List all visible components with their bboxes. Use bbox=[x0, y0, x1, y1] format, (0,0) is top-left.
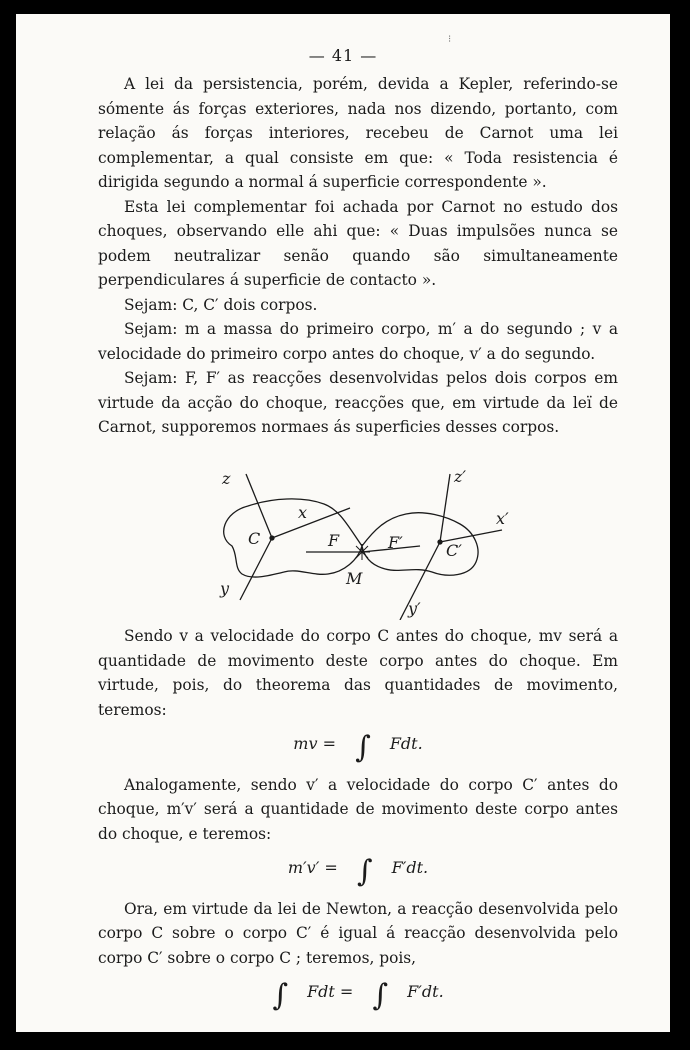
integral-sign: ∫ bbox=[356, 854, 373, 889]
eq2-right: F′dt. bbox=[391, 858, 429, 877]
eq2-left: m′v′ = bbox=[287, 858, 338, 877]
label-x-right: x′ bbox=[496, 509, 509, 528]
label-c-right: C′ bbox=[446, 541, 462, 560]
label-x-left: x bbox=[298, 503, 308, 522]
paragraph-newton: Ora, em virtude da lei de Newton, a reacção desenvolvida pelo corpo C sobre o corpo C′ é igual á reacção desenvolvida pelo corpo C′ sobre o corpo C ; teremos, pois, bbox=[98, 899, 618, 967]
paragraph-persistencia: A lei da persistencia, porém, devida a Kepler, referindo-se sómente ás forças exteriores, nada nos dizendo, portanto, com relação ás forças interiores, recebeu de Carnot uma lei complementar, a qual consiste em que: « Toda resistencia é dirigida segundo a normal á superficie correspondente ». bbox=[98, 75, 618, 191]
contact-point-marker bbox=[354, 544, 370, 560]
label-z-right: z′ bbox=[454, 467, 467, 486]
margin-mark: ⁝ bbox=[448, 34, 452, 45]
text-block-top bbox=[98, 72, 618, 440]
label-y-right: y′ bbox=[408, 599, 421, 618]
axis-z-right bbox=[440, 474, 450, 542]
origin-c bbox=[270, 536, 274, 540]
paragraph-bodies: Sejam: C, C′ dois corpos. bbox=[124, 295, 318, 314]
origin-c-prime bbox=[438, 540, 442, 544]
equation-1 bbox=[98, 730, 618, 765]
text-block-bottom bbox=[98, 624, 618, 1021]
paragraph-carnot-law: Esta lei complementar foi achada por Carnot no estudo dos choques, observando elle ahi que: « Duas impulsões nunca se podem neutralizar senão quando são simultaneamente perpendiculares á superficie de contacto ». bbox=[98, 197, 618, 289]
integral-sign: ∫ bbox=[372, 978, 389, 1013]
label-y-left: y bbox=[220, 579, 230, 598]
collision-diagram bbox=[202, 450, 522, 620]
eq3-left: Fdt = bbox=[307, 982, 354, 1001]
label-z-left: z bbox=[222, 469, 231, 488]
equation-2 bbox=[98, 854, 618, 889]
label-c-left: C bbox=[248, 529, 261, 548]
label-f-left: F bbox=[328, 531, 340, 550]
page-number: — 41 — bbox=[308, 46, 378, 65]
paragraph-masses: Sejam: m a massa do primeiro corpo, m′ a do segundo ; v a velocidade do primeiro corpo antes do choque, v′ a do segundo. bbox=[98, 320, 618, 363]
paragraph-velocity-c: Sendo v a velocidade do corpo C antes do choque, mv será a quantidade de movimento deste corpo antes do choque. Em virtude, pois, do theorema das quantidades de movimento, teremos: bbox=[98, 627, 618, 719]
body-c-outline bbox=[224, 499, 362, 577]
paragraph-reactions: Sejam: F, F′ as reacções desenvolvidas pelos dois corpos em virtude da acção do choque, reacções que, em virtude da leï de Carnot, supporemos normaes ás superficies desses corpos. bbox=[98, 369, 618, 436]
integral-sign: ∫ bbox=[355, 730, 371, 765]
label-m-point: M bbox=[346, 569, 363, 588]
eq3-right: F′dt. bbox=[407, 982, 444, 1001]
label-f-right: F′ bbox=[388, 533, 403, 552]
eq1-left: mv = bbox=[293, 734, 336, 753]
integral-sign: ∫ bbox=[272, 978, 288, 1013]
paragraph-velocity-c-prime: Analogamente, sendo v′ a velocidade do corpo C′ antes do choque, m′v′ será a quantidade de movimento deste corpo antes do choque, e teremos: bbox=[98, 775, 618, 843]
eq1-right: Fdt. bbox=[389, 734, 423, 753]
book-page bbox=[16, 14, 670, 1032]
equation-3 bbox=[98, 978, 618, 1013]
